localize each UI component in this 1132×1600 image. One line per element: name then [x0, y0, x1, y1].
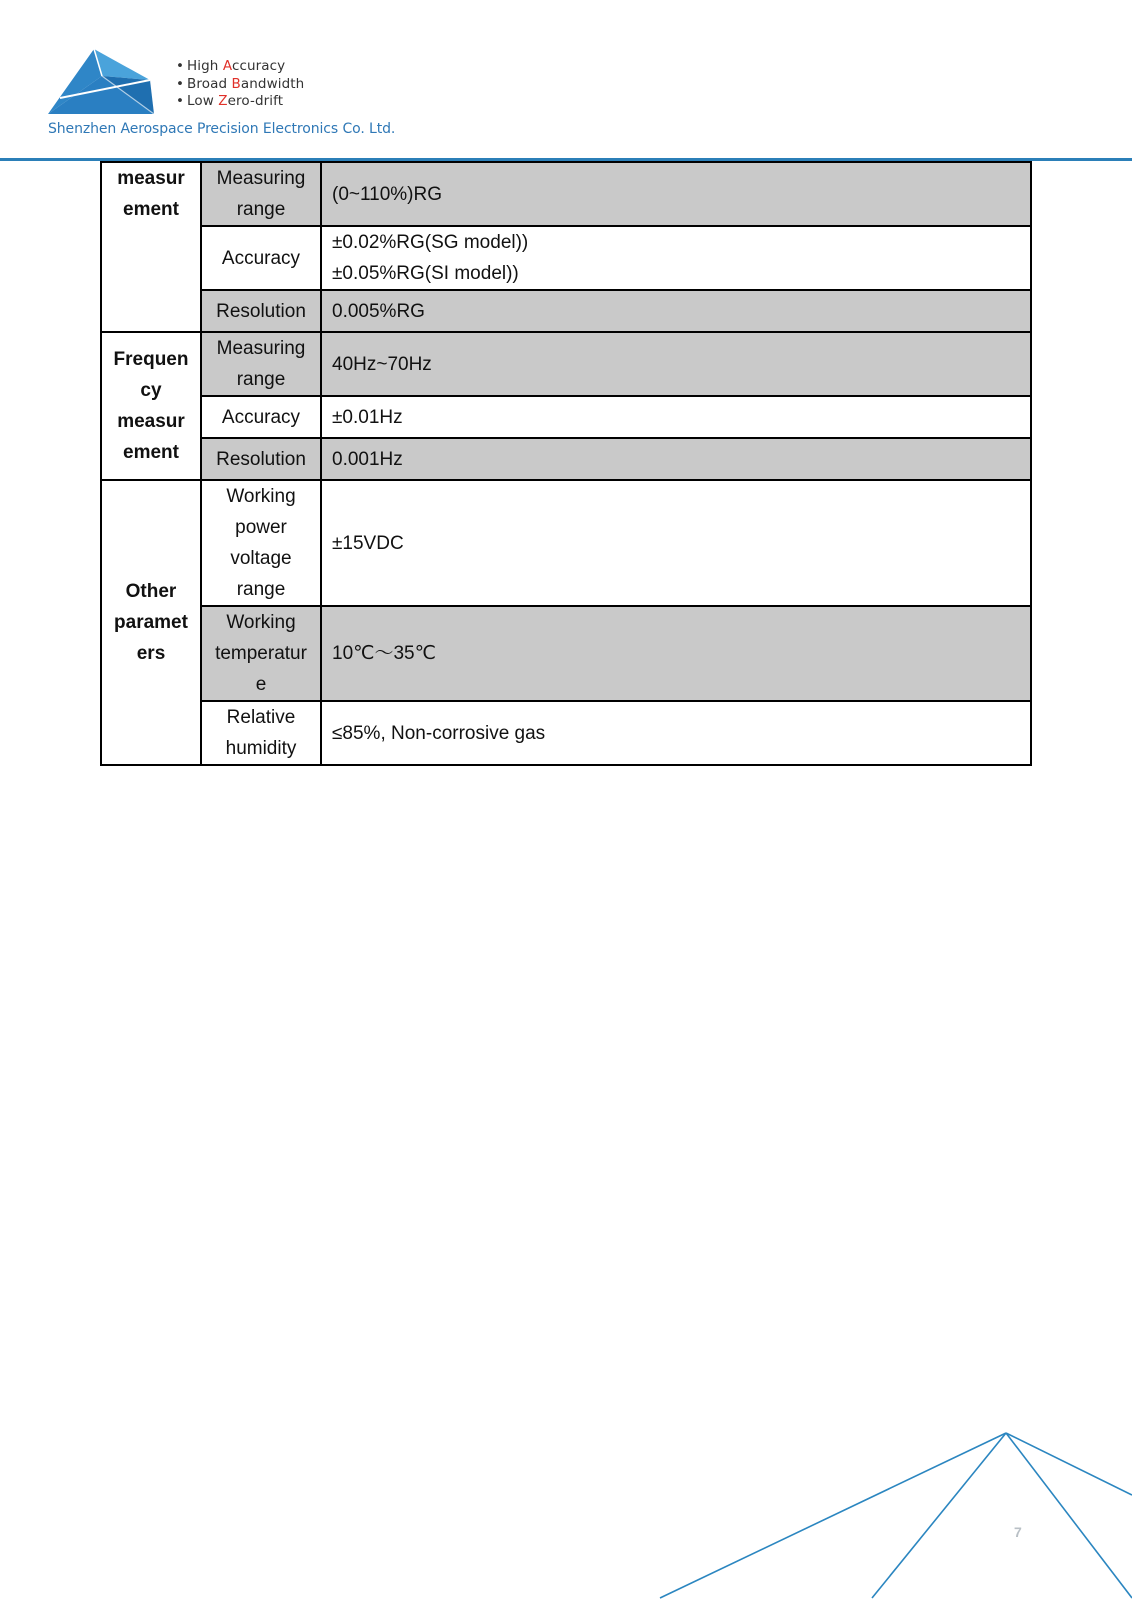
tagline-item: • Broad Bandwidth: [176, 75, 305, 92]
param-value: (0~110%)RG: [321, 162, 1031, 226]
param-label: Measuring range: [201, 332, 321, 396]
param-label: Resolution: [201, 290, 321, 332]
param-value: ±0.01Hz: [321, 396, 1031, 438]
param-value: 10℃～35℃: [321, 606, 1031, 701]
param-value: ±15VDC: [321, 480, 1031, 606]
table-row: [101, 162, 1031, 226]
param-value: 0.005%RG: [321, 290, 1031, 332]
tagline-item: • High Accuracy: [176, 58, 286, 74]
table-row: [101, 438, 1031, 480]
table-row: [101, 701, 1031, 765]
param-value: ±0.02%RG(SG model)) ±0.05%RG(SI model)): [321, 226, 1031, 290]
tagline-list: [176, 58, 304, 111]
table-row: [101, 290, 1031, 332]
page-number: 7: [1014, 1524, 1022, 1540]
table-row: [101, 606, 1031, 701]
param-label: Accuracy: [201, 226, 321, 290]
group-label-other-parameters: Other paramet ers: [101, 480, 201, 765]
tagline-item: • Low Zero-drift: [176, 93, 284, 109]
param-value: 0.001Hz: [321, 438, 1031, 480]
table-row: [101, 332, 1031, 396]
group-label-frequency-measurement: Frequen cy measur ement: [101, 332, 201, 480]
spec-table: [100, 161, 1032, 766]
table-row: [101, 226, 1031, 290]
param-label: Relative humidity: [201, 701, 321, 765]
param-value: ≤85%, Non-corrosive gas: [321, 701, 1031, 765]
table-row: [101, 480, 1031, 606]
group-label-measurement: measur ement: [101, 162, 201, 332]
param-label: Working temperatur e: [201, 606, 321, 701]
table-row: [101, 396, 1031, 438]
param-label: Working power voltage range: [201, 480, 321, 606]
param-label: Measuring range: [201, 162, 321, 226]
param-value: 40Hz~70Hz: [321, 332, 1031, 396]
company-logo-icon: [46, 48, 158, 116]
param-label: Accuracy: [201, 396, 321, 438]
param-label: Resolution: [201, 438, 321, 480]
company-name: Shenzhen Aerospace Precision Electronics Co. Ltd.: [48, 121, 396, 137]
